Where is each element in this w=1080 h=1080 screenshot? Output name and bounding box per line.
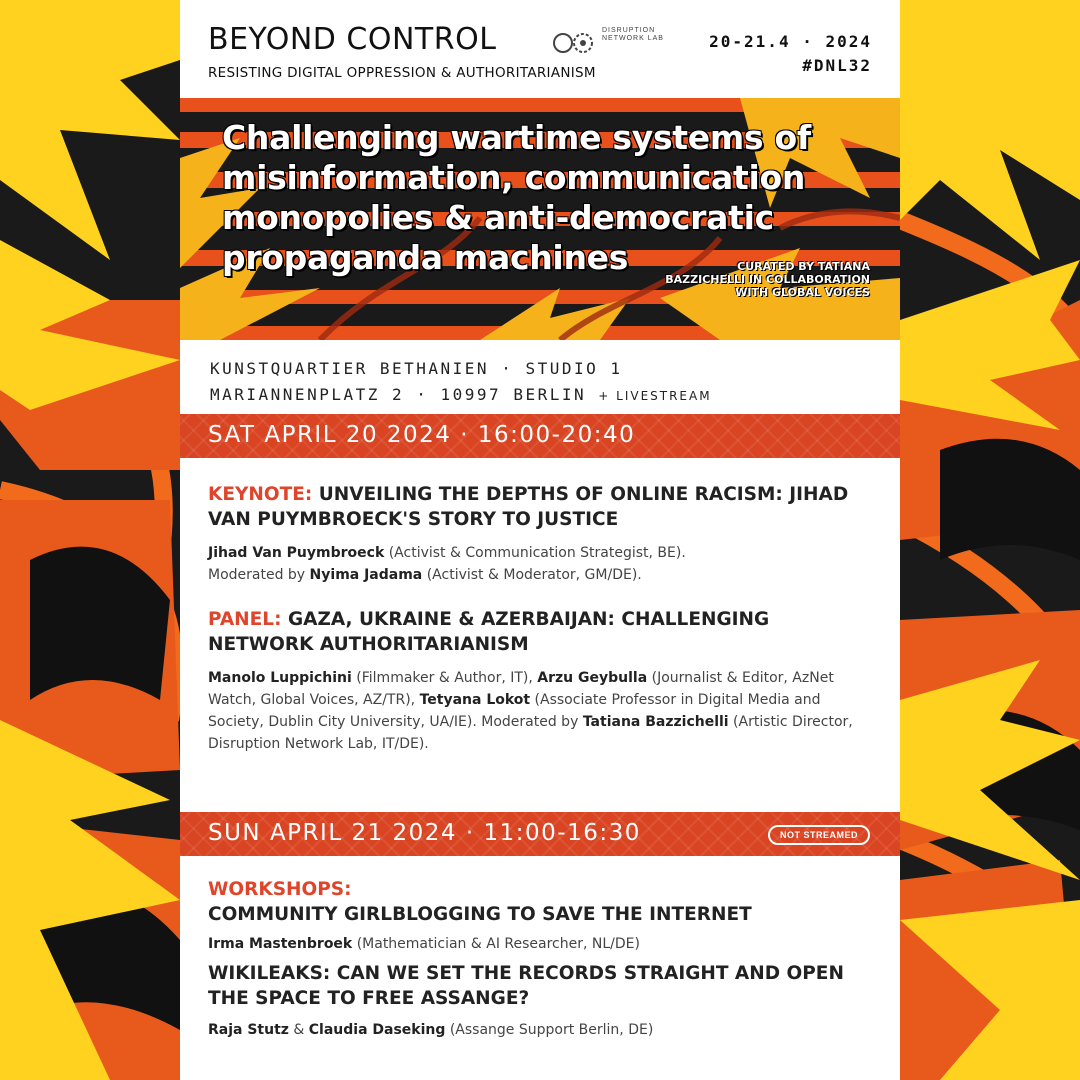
panel-speakers xyxy=(208,667,878,755)
panel-speaker-2: Arzu Geybulla xyxy=(537,670,648,686)
event-dates xyxy=(709,30,872,78)
panel-moderator-role: (Artistic Director, Disruption Network Lab, IT/DE). xyxy=(208,714,853,752)
event-title: BEYOND CONTROL xyxy=(208,22,497,57)
panel-title: GAZA, UKRAINE & AZERBAIJAN: CHALLENGING NETWORK AUTHORITARIANISM xyxy=(208,609,770,655)
venue-line-1: KUNSTQUARTIER BETHANIEN · STUDIO 1 xyxy=(210,359,623,378)
day-2-label: SUN APRIL 21 2024 · 11:00-16:30 xyxy=(208,820,641,846)
logo-text: DISRUPTION NETWORK LAB xyxy=(602,27,664,42)
keynote-speaker-role: (Activist & Communication Strategist, BE). xyxy=(384,545,686,561)
event-poster xyxy=(180,0,900,1080)
workshop-1-speaker-role: (Mathematician & AI Researcher, NL/DE) xyxy=(352,936,640,952)
venue-address: MARIANNENPLATZ 2 · 10997 BERLIN xyxy=(210,385,587,404)
workshop-1-speakers xyxy=(208,933,878,955)
poster-header xyxy=(180,0,900,98)
hero-banner xyxy=(180,98,900,340)
panel-speaker-3-role: (Associate Professor in Digital Media and Society, Dublin City University, UA/IE). xyxy=(208,692,821,730)
venue-line-2 xyxy=(210,382,712,409)
workshops-session xyxy=(208,877,878,1041)
workshop-2-title: WIKILEAKS: CAN WE SET THE RECORDS STRAIGHT AND OPEN THE SPACE TO FREE ASSANGE? xyxy=(208,963,844,1009)
event-date-range: 20-21.4 · 2024 xyxy=(709,32,872,51)
day-1-label: SAT APRIL 20 2024 · 16:00-20:40 xyxy=(208,422,636,448)
workshop-1-speaker-name: Irma Mastenbroek xyxy=(208,936,353,952)
venue-info xyxy=(210,356,712,409)
workshop-2-speakers xyxy=(208,1019,878,1041)
keynote-speaker-name: Jihad Van Puymbroeck xyxy=(208,545,385,561)
keynote-kind: KEYNOTE: xyxy=(208,484,313,505)
workshops-heading xyxy=(208,877,878,927)
panel-moderated-prefix: Moderated by xyxy=(481,714,583,730)
workshop-2-speaker-1: Raja Stutz xyxy=(208,1022,289,1038)
event-subtitle: RESISTING DIGITAL OPPRESSION & AUTHORITARIANISM xyxy=(208,65,596,81)
panel-heading xyxy=(208,607,878,657)
panel-speaker-3: Tetyana Lokot xyxy=(419,692,531,708)
keynote-moderator-role: (Activist & Moderator, GM/DE). xyxy=(422,567,642,583)
banner-headline: Challenging wartime systems of misinformation, communication monopolies & anti-democratic propaganda machines xyxy=(222,118,811,277)
keynote-heading xyxy=(208,482,878,532)
keynote-moderated-prefix: Moderated by xyxy=(208,567,310,583)
panel-speaker-2-role: (Journalist & Editor, AzNet Watch, Global Voices, AZ/TR), xyxy=(208,670,834,708)
day-2-band xyxy=(180,812,900,856)
workshop-2-speaker-2-role: (Assange Support Berlin, DE) xyxy=(445,1022,654,1038)
livestream-label: + LIVESTREAM xyxy=(598,389,712,403)
workshop-1-title: COMMUNITY GIRLBLOGGING TO SAVE THE INTERNET xyxy=(208,904,752,925)
panel-speaker-1: Manolo Luppichini xyxy=(208,670,352,686)
event-hashtag: #DNL32 xyxy=(802,56,872,75)
keynote-title: UNVEILING THE DEPTHS OF ONLINE RACISM: JIHAD VAN PUYMBROECK'S STORY TO JUSTICE xyxy=(208,484,849,530)
curated-by-credit: CURATED BY TATIANA BAZZICHELLI IN COLLABORATION WITH GLOBAL VOICES xyxy=(665,260,870,299)
panel-speaker-1-role: (Filmmaker & Author, IT), xyxy=(351,670,538,686)
keynote-moderator-name: Nyima Jadama xyxy=(309,567,423,583)
panel-kind: PANEL: xyxy=(208,609,282,630)
keynote-speakers xyxy=(208,542,878,586)
workshop-2-amp: & xyxy=(288,1022,309,1038)
workshop-2-speaker-2: Claudia Daseking xyxy=(308,1022,446,1038)
panel-moderator-name: Tatiana Bazzichelli xyxy=(582,714,729,730)
day-1-band xyxy=(180,414,900,458)
keynote-session xyxy=(208,482,878,586)
not-streamed-badge: NOT STREAMED xyxy=(768,825,870,845)
panel-session xyxy=(208,607,878,755)
workshops-kind: WORKSHOPS: xyxy=(208,879,352,900)
